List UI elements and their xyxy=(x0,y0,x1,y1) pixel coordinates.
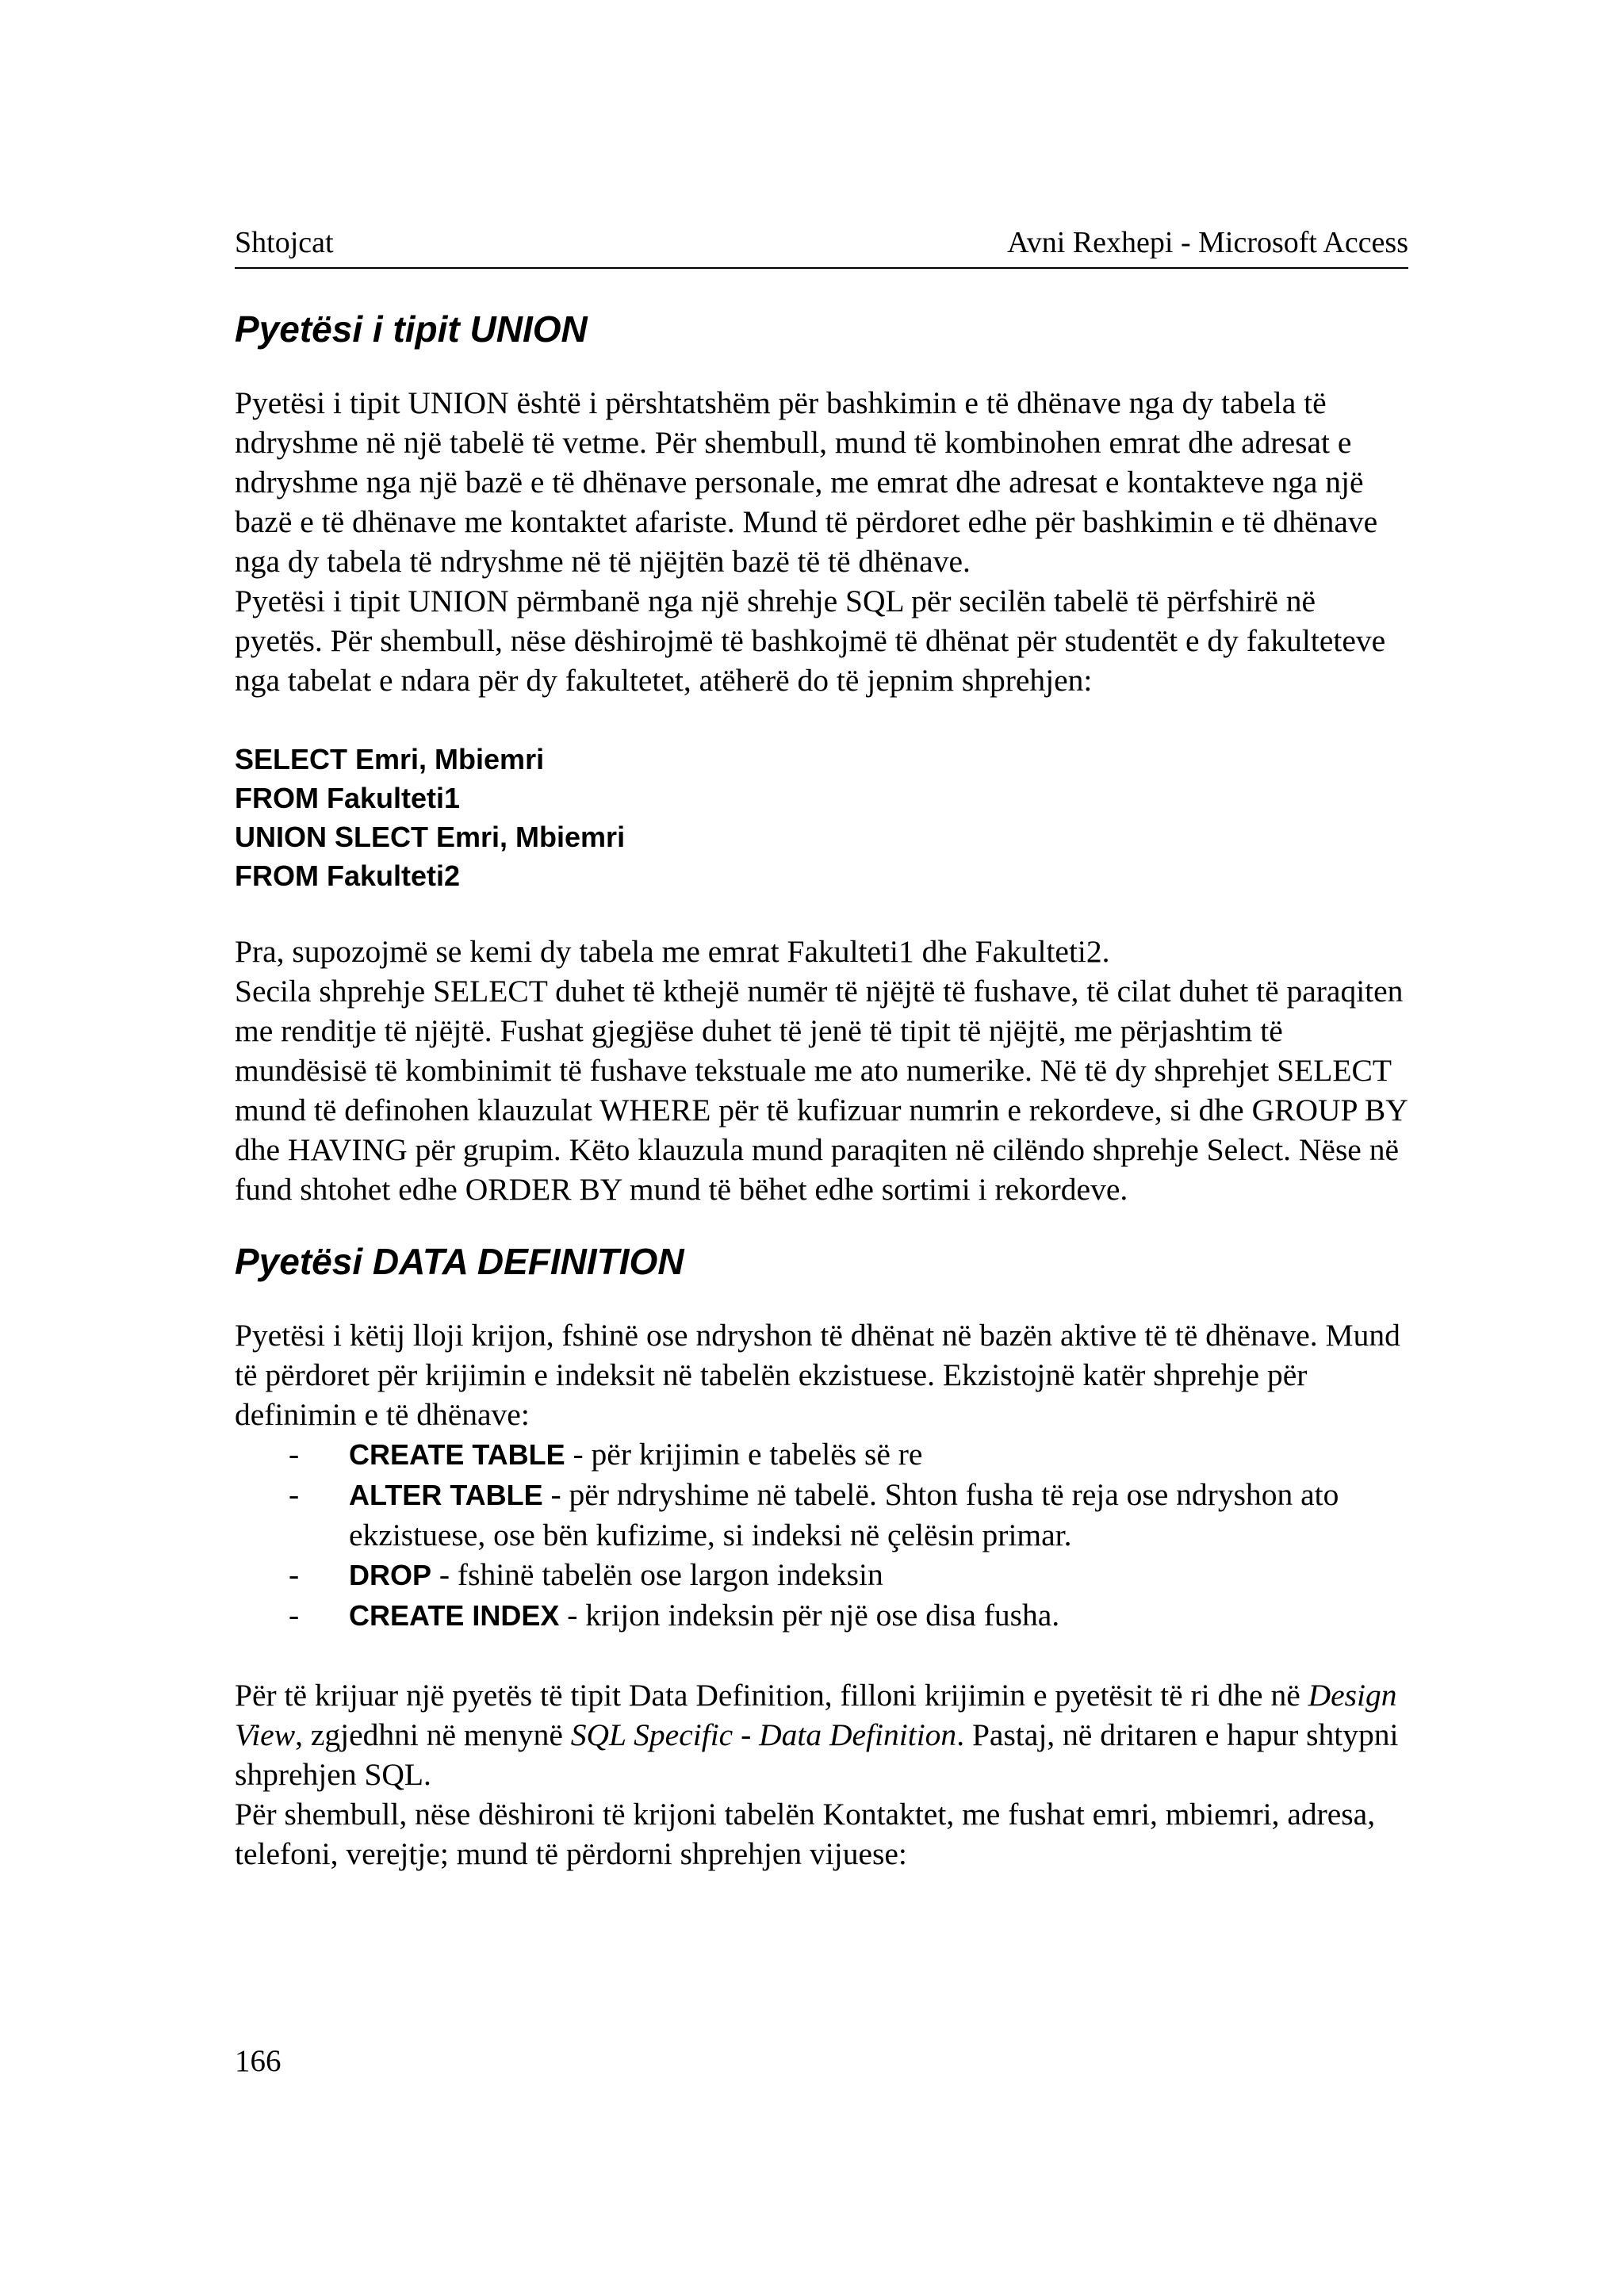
union-tables-paragraph: Pra, supozojmë se kemi dy tabela me emrat Fakulteti1 dhe Fakulteti2. xyxy=(235,934,1110,969)
section-heading-data-definition: Pyetësi DATA DEFINITION xyxy=(235,1241,684,1282)
statement-description: - krijon indeksin për një ose disa fusha. xyxy=(559,1598,1060,1633)
data-definition-term: Data Definition xyxy=(759,1717,957,1752)
union-rules-paragraph: Secila shprehje SELECT duhet të kthejë numër të njëjtë të fushave, të cilat duhet të paraqiten me renditje të njëjtë. Fushat gjegjëse duhet të jenë të tipit të njëjtë, me përjashtim të mundësisë të kombinimit të fushave tekstuale me ato numerike. Në të dy shprehjet SELECT mund të definohen klauzulat WHERE për të kufizuar numrin e rekordeve, si dhe GROUP BY dhe HAVING për grupim. Këto klauzula mund paraqiten në cilëndo shprehje Select. Nëse në fund shtohet edhe ORDER BY mund të bëhet edhe sortimi i rekordeve. xyxy=(235,974,1408,1207)
sql-line: FROM Fakulteti2 xyxy=(235,859,461,892)
text-run: Për të krijuar një pyetës të tipit Data Definition, filloni krijimin e pyetësit të ri dhe në xyxy=(235,1678,1308,1713)
statement-description: - fshinë tabelën ose largon indeksin xyxy=(431,1557,883,1592)
statement-description: - për ndryshime në tabelë. Shton fusha të reja ose ndryshon ato ekzistuese, ose bën kufizime, si indeksi në çelësin primar. xyxy=(349,1477,1339,1552)
union-intro-paragraph: Pyetësi i tipit UNION është i përshtatshëm për bashkimin e të dhënave nga dy tabela të ndryshme në një tabelë të vetme. Për shembull, mund të kombinohen emrat dhe adresat e ndryshme nga një bazë e të dhënave personale, me emrat dhe adresat e kontakteve nga një bazë e të dhënave me kontaktet afariste. Mund të përdoret edhe për bashkimin e të dhënave nga dy tabela të ndryshme në të njëjtën bazë të të dhënave. xyxy=(235,385,1378,579)
statement-keyword: CREATE TABLE xyxy=(349,1438,565,1471)
design-view-term: Design View xyxy=(235,1678,1397,1752)
list-dash: - xyxy=(289,1437,300,1472)
text-run: - xyxy=(733,1717,760,1752)
sql-line: SELECT Emri, Mbiemri xyxy=(235,743,545,775)
list-item xyxy=(235,1475,1408,1555)
example-paragraph: Për shembull, nëse dëshironi të krijoni tabelën Kontaktet, me fushat emri, mbiemri, adresa, telefoni, verejtje; mund të përdorni shprehjen vijuese: xyxy=(235,1797,1376,1871)
create-query-paragraph xyxy=(235,1675,1408,1794)
list-item xyxy=(235,1434,1408,1475)
statement-keyword: DROP xyxy=(349,1559,432,1591)
sql-code-block xyxy=(235,740,1408,895)
sql-specific-term: SQL Specific xyxy=(570,1717,733,1752)
list-dash: - xyxy=(289,1598,300,1633)
text-run: , zgjedhni në menynë xyxy=(295,1717,571,1752)
statement-keyword: CREATE INDEX xyxy=(349,1599,560,1632)
header-book-title: Avni Rexhepi - Microsoft Access xyxy=(1007,226,1408,259)
union-sql-paragraph: Pyetësi i tipit UNION përmbanë nga një shrehje SQL për secilën tabelë të përfshirë në pyetës. Për shembull, nëse dëshirojmë të bashkojmë të dhënat për studentët e dy fakulteteve nga tabelat e ndara për dy fakultetet, atëherë do të jepnim shprehjen: xyxy=(235,584,1386,698)
definition-statements-list xyxy=(235,1434,1408,1636)
page-content xyxy=(235,305,1408,1874)
list-item xyxy=(235,1555,1408,1595)
list-dash: - xyxy=(289,1477,300,1512)
text-run: . Pastaj, në dritaren e hapur shtypni shprehjen SQL. xyxy=(235,1717,1399,1792)
header-section-title: Shtojcat xyxy=(235,226,334,259)
page-number: 166 xyxy=(235,2044,282,2078)
statement-keyword: ALTER TABLE xyxy=(349,1479,543,1511)
data-definition-intro-paragraph: Pyetësi i këtij lloji krijon, fshinë ose ndryshon të dhënat në bazën aktive të të dhënave. Mund të përdoret për krijimin e indeksit në tabelën ekzistuese. Ekzistojnë katër shprehje për definimin e të dhënave: xyxy=(235,1318,1400,1432)
sql-line: UNION SLECT Emri, Mbiemri xyxy=(235,821,626,853)
section-heading-union: Pyetësi i tipit UNION xyxy=(235,308,588,350)
list-item xyxy=(235,1595,1408,1636)
statement-description: - për krijimin e tabelës së re xyxy=(565,1437,923,1472)
page-header xyxy=(235,224,1408,269)
sql-line: FROM Fakulteti1 xyxy=(235,782,461,814)
list-dash: - xyxy=(289,1557,300,1592)
